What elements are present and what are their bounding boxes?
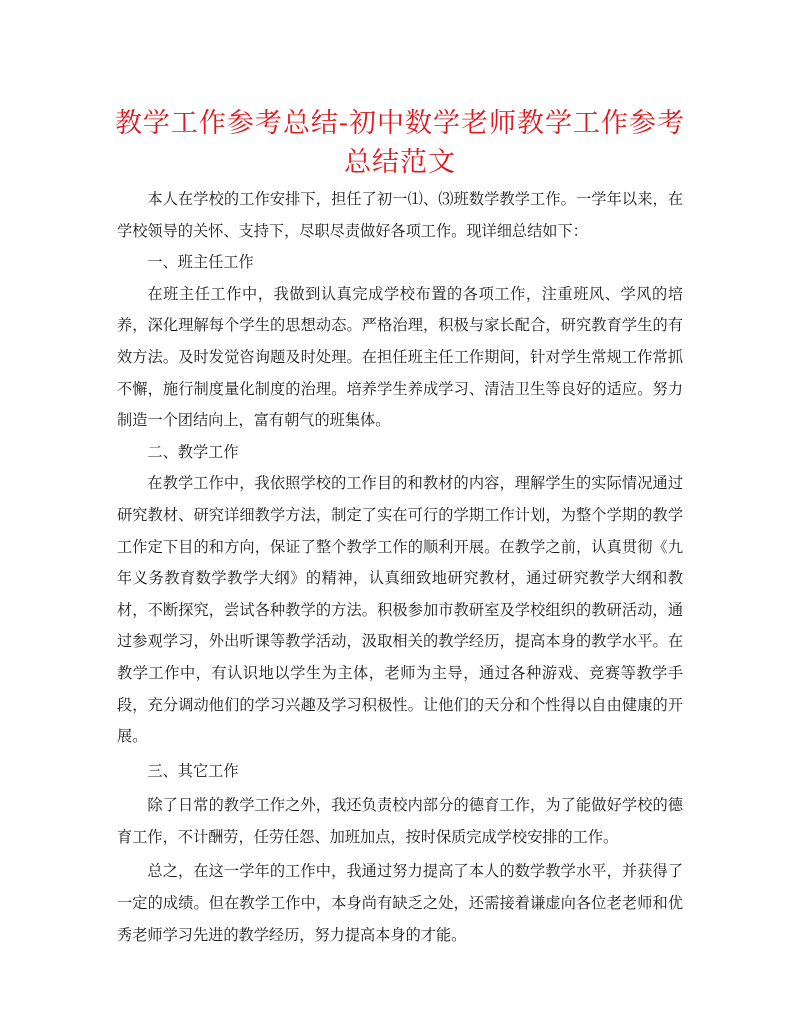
section-heading-teaching: 二、教学工作 (147, 442, 239, 461)
section-heading-other: 三、其它工作 (147, 761, 239, 780)
document-body (117, 184, 683, 951)
document-title: 教学工作参考总结-初中数学老师教学工作参考总结范文 (114, 108, 686, 178)
paragraph-teaching-work: 在教学工作中，我依照学校的工作目的和教材的内容，理解学生的实际情况通过研究教材、研究详细教学方法，制定了实在可行的学期工作计划，为整个学期的教学工作定下目的和方向，保证了整个教学工作的顺利开展。在教学之前，认真贯彻《九年义务教育数学教学大纲》的精神，认真细致地研究教材，通过研究教学大纲和教材，不断探究，尝试各种教学的方法。积极参加市教研室及学校组织的教研活动，通过参观学习，外出听课等教学活动，汲取相关的教学经历，提高本身的教学水平。在教学工作中，有认识地以学生为主体，老师为主导，通过各种游戏、竞赛等教学手段，充分调动他们的学习兴趣及学习积极性。让他们的天分和个性得以自由健康的开展。 (117, 474, 683, 746)
paragraph-conclusion: 总之，在这一学年的工作中，我通过努力提高了本人的数学教学水平，并获得了一定的成绩。但在教学工作中，本身尚有缺乏之处，还需接着谦虚向各位老老师和优秀老师学习先进的教学经历，努力提高本身的才能。 (117, 862, 683, 944)
section-heading-class-teacher: 一、班主任工作 (147, 253, 254, 272)
intro-paragraph: 本人在学校的工作安排下，担任了初一⑴、⑶班数学教学工作。一学年以来，在学校领导的关怀、支持下，尽职尽责做好各项工作。现详细总结如下： (117, 190, 683, 240)
paragraph-other-work: 除了日常的教学工作之外，我还负责校内部分的德育工作，为了能做好学校的德育工作，不计酬劳，任劳任怨、加班加点，按时保质完成学校安排的工作。 (117, 796, 683, 846)
paragraph-class-teacher-work: 在班主任工作中，我做到认真完成学校布置的各项工作，注重班风、学风的培养，深化理解每个学生的思想动态。严格治理，积极与家长配合，研究教育学生的有效方法。及时发觉咨询题及时处理。在担任班主任工作期间，针对学生常规工作常抓不懈，施行制度量化制度的治理。培养学生养成学习、清洁卫生等良好的适应。努力制造一个团结向上，富有朝气的班集体。 (117, 284, 683, 430)
